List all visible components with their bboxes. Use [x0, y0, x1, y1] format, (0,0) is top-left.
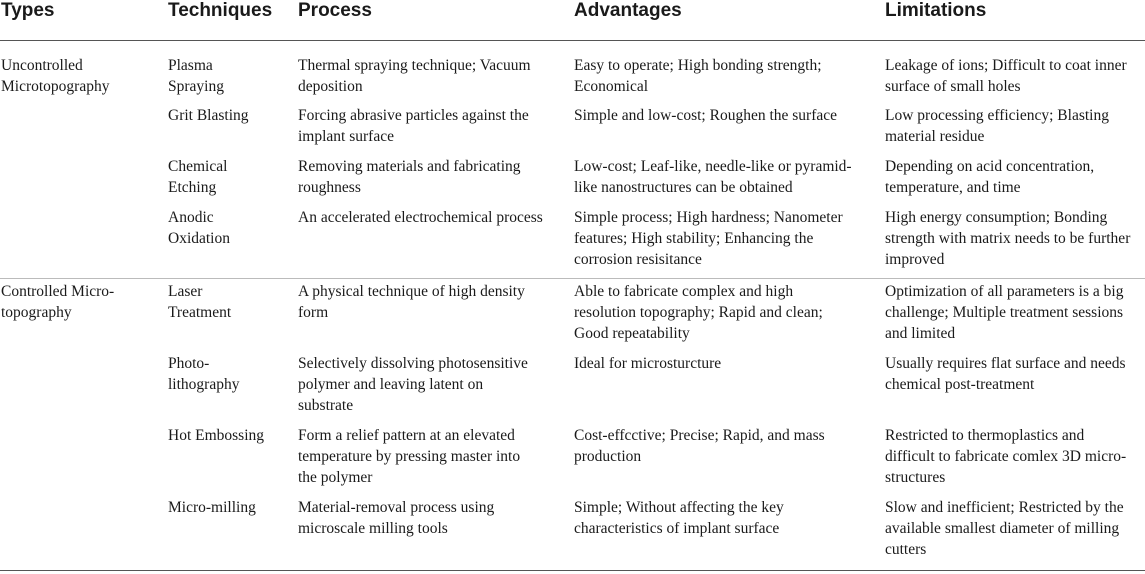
header-process: Process: [298, 0, 372, 21]
limitations-cell: Leakage of ions; Difficult to coat inner surface of small holes: [885, 57, 1127, 95]
advantages-cell: Easy to operate; High bonding strength; Economical: [574, 57, 822, 95]
limitations-cell: Optimization of all parameters is a big challenge; Multiple treatment sessions and limited: [885, 283, 1124, 342]
group-type-label: Controlled Micro- topography: [1, 283, 115, 321]
process-cell: Thermal spraying technique; Vacuum deposition: [298, 57, 531, 95]
process-cell: Form a relief pattern at an elevated temperature by pressing master into the polymer: [298, 427, 521, 486]
technique-cell: Photo- lithography: [168, 355, 240, 393]
technique-cell: Plasma Spraying: [168, 57, 224, 95]
advantages-cell: Cost-effcctive; Precise; Rapid, and mass production: [574, 427, 825, 465]
limitations-cell: Slow and inefficient; Restricted by the available smallest diameter of milling cutters: [885, 499, 1124, 558]
process-cell: A physical technique of high density form: [298, 283, 525, 321]
process-cell: Forcing abrasive particles against the implant surface: [298, 107, 529, 145]
technique-cell: Laser Treatment: [168, 283, 232, 321]
advantages-cell: Able to fabricate complex and high resolution topography; Rapid and clean; Good repeatability: [574, 283, 823, 342]
header-techniques: Techniques: [168, 0, 273, 21]
header-limitations: Limitations: [885, 0, 987, 21]
technique-cell: Grit Blasting: [168, 107, 249, 124]
advantages-cell: Simple; Without affecting the key characteristics of implant surface: [574, 499, 784, 537]
group-controlled: [0, 278, 1145, 558]
process-cell: Material-removal process using microscale milling tools: [298, 499, 495, 537]
limitations-cell: Depending on acid concentration, temperature, and time: [885, 158, 1095, 196]
table-bottom-rule: [0, 570, 1145, 571]
advantages-cell: Simple process; High hardness; Nanometer features; High stability; Enhancing the corrosion resisitance: [574, 209, 843, 268]
header-types: Types: [1, 0, 55, 21]
advantages-cell: Simple and low-cost; Roughen the surface: [574, 107, 838, 124]
limitations-cell: Low processing efficiency; Blasting material residue: [885, 107, 1109, 145]
limitations-cell: Usually requires flat surface and needs chemical post-treatment: [885, 355, 1126, 393]
advantages-cell: Low-cost; Leaf-like, needle-like or pyramid- like nanostructures can be obtained: [574, 158, 852, 196]
table-header: [0, 0, 1145, 41]
header-advantages: Advantages: [574, 0, 682, 21]
technique-cell: Hot Embossing: [168, 427, 265, 444]
group-type-label: Uncontrolled Microtopography: [1, 57, 110, 95]
technique-cell: Anodic Oxidation: [168, 209, 230, 247]
technique-cell: Micro-milling: [168, 499, 256, 516]
advantages-cell: Ideal for microsturcture: [574, 355, 722, 372]
process-cell: Selectively dissolving photosensitive polymer and leaving latent on substrate: [298, 355, 528, 414]
limitations-cell: High energy consumption; Bonding strength with matrix needs to be further improved: [885, 209, 1131, 268]
process-cell: An accelerated electrochemical process: [298, 209, 543, 226]
process-cell: Removing materials and fabricating roughness: [298, 158, 521, 196]
technique-cell: Chemical Etching: [168, 158, 228, 196]
limitations-cell: Restricted to thermoplastics and difficult to fabricate comlex 3D micro- structures: [885, 427, 1127, 486]
